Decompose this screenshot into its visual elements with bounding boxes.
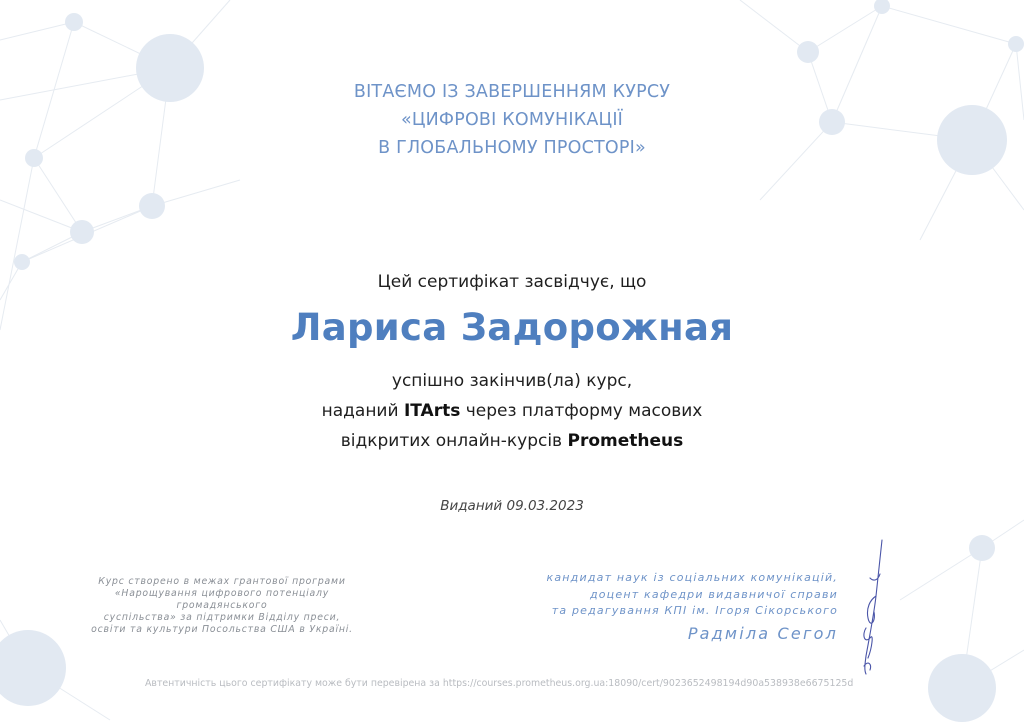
completion-line-2	[0, 396, 1024, 426]
signer-title-line-1: кандидат наук із соціальних комунікацій,	[546, 571, 838, 584]
verification-note: Автентичність цього сертифікату може бути перевірена за https://courses.prometheus.org.ua:18090/cert/9023652498194d90a538938e6675125d	[145, 678, 854, 689]
completion-line-3-prefix: відкритих онлайн-курсів	[340, 431, 568, 451]
signer-name: Радміла Сегол	[687, 624, 838, 643]
course-title-line-3: В ГЛОБАЛЬНОМУ ПРОСТОРІ»	[378, 138, 646, 158]
course-title	[0, 78, 1024, 162]
completion-line-3	[0, 426, 1024, 456]
grant-note-line-2: «Нарощування цифрового потенціалу громадянського	[114, 588, 330, 611]
course-provider: ITArts	[403, 401, 461, 421]
course-title-line-1: ВІТАЄМО ІЗ ЗАВЕРШЕННЯМ КУРСУ	[353, 82, 671, 102]
signer-title-line-3: та редагування КПІ ім. Ігоря Сікорського	[551, 604, 838, 617]
completion-line-2-prefix: наданий	[321, 401, 404, 421]
grant-note-line-3: суспільства» за підтримки Відділу преси,	[103, 612, 341, 623]
grant-note	[72, 576, 372, 636]
signer-title-line-2: доцент кафедри видавничої справи	[589, 587, 838, 601]
grant-note-line-4: освіти та культури Посольства США в Україні.	[91, 624, 353, 635]
certifies-text: Цей сертифікат засвідчує, що	[377, 272, 647, 292]
platform-name: Prometheus	[567, 431, 684, 451]
completion-line-1: успішно закінчив(ла) курс,	[391, 371, 633, 391]
signer-title	[528, 570, 838, 620]
issue-date: Виданий 09.03.2023	[440, 498, 584, 514]
recipient-name: Лариса Задорожная	[290, 306, 734, 349]
completion-statement	[0, 366, 1024, 456]
handwritten-signature	[852, 538, 892, 678]
course-title-line-2: «ЦИФРОВІ КОМУНІКАЦІЇ	[400, 110, 624, 130]
grant-note-line-1: Курс створено в межах грантової програми	[98, 576, 346, 587]
completion-line-2-suffix: через платформу масових	[460, 401, 703, 421]
